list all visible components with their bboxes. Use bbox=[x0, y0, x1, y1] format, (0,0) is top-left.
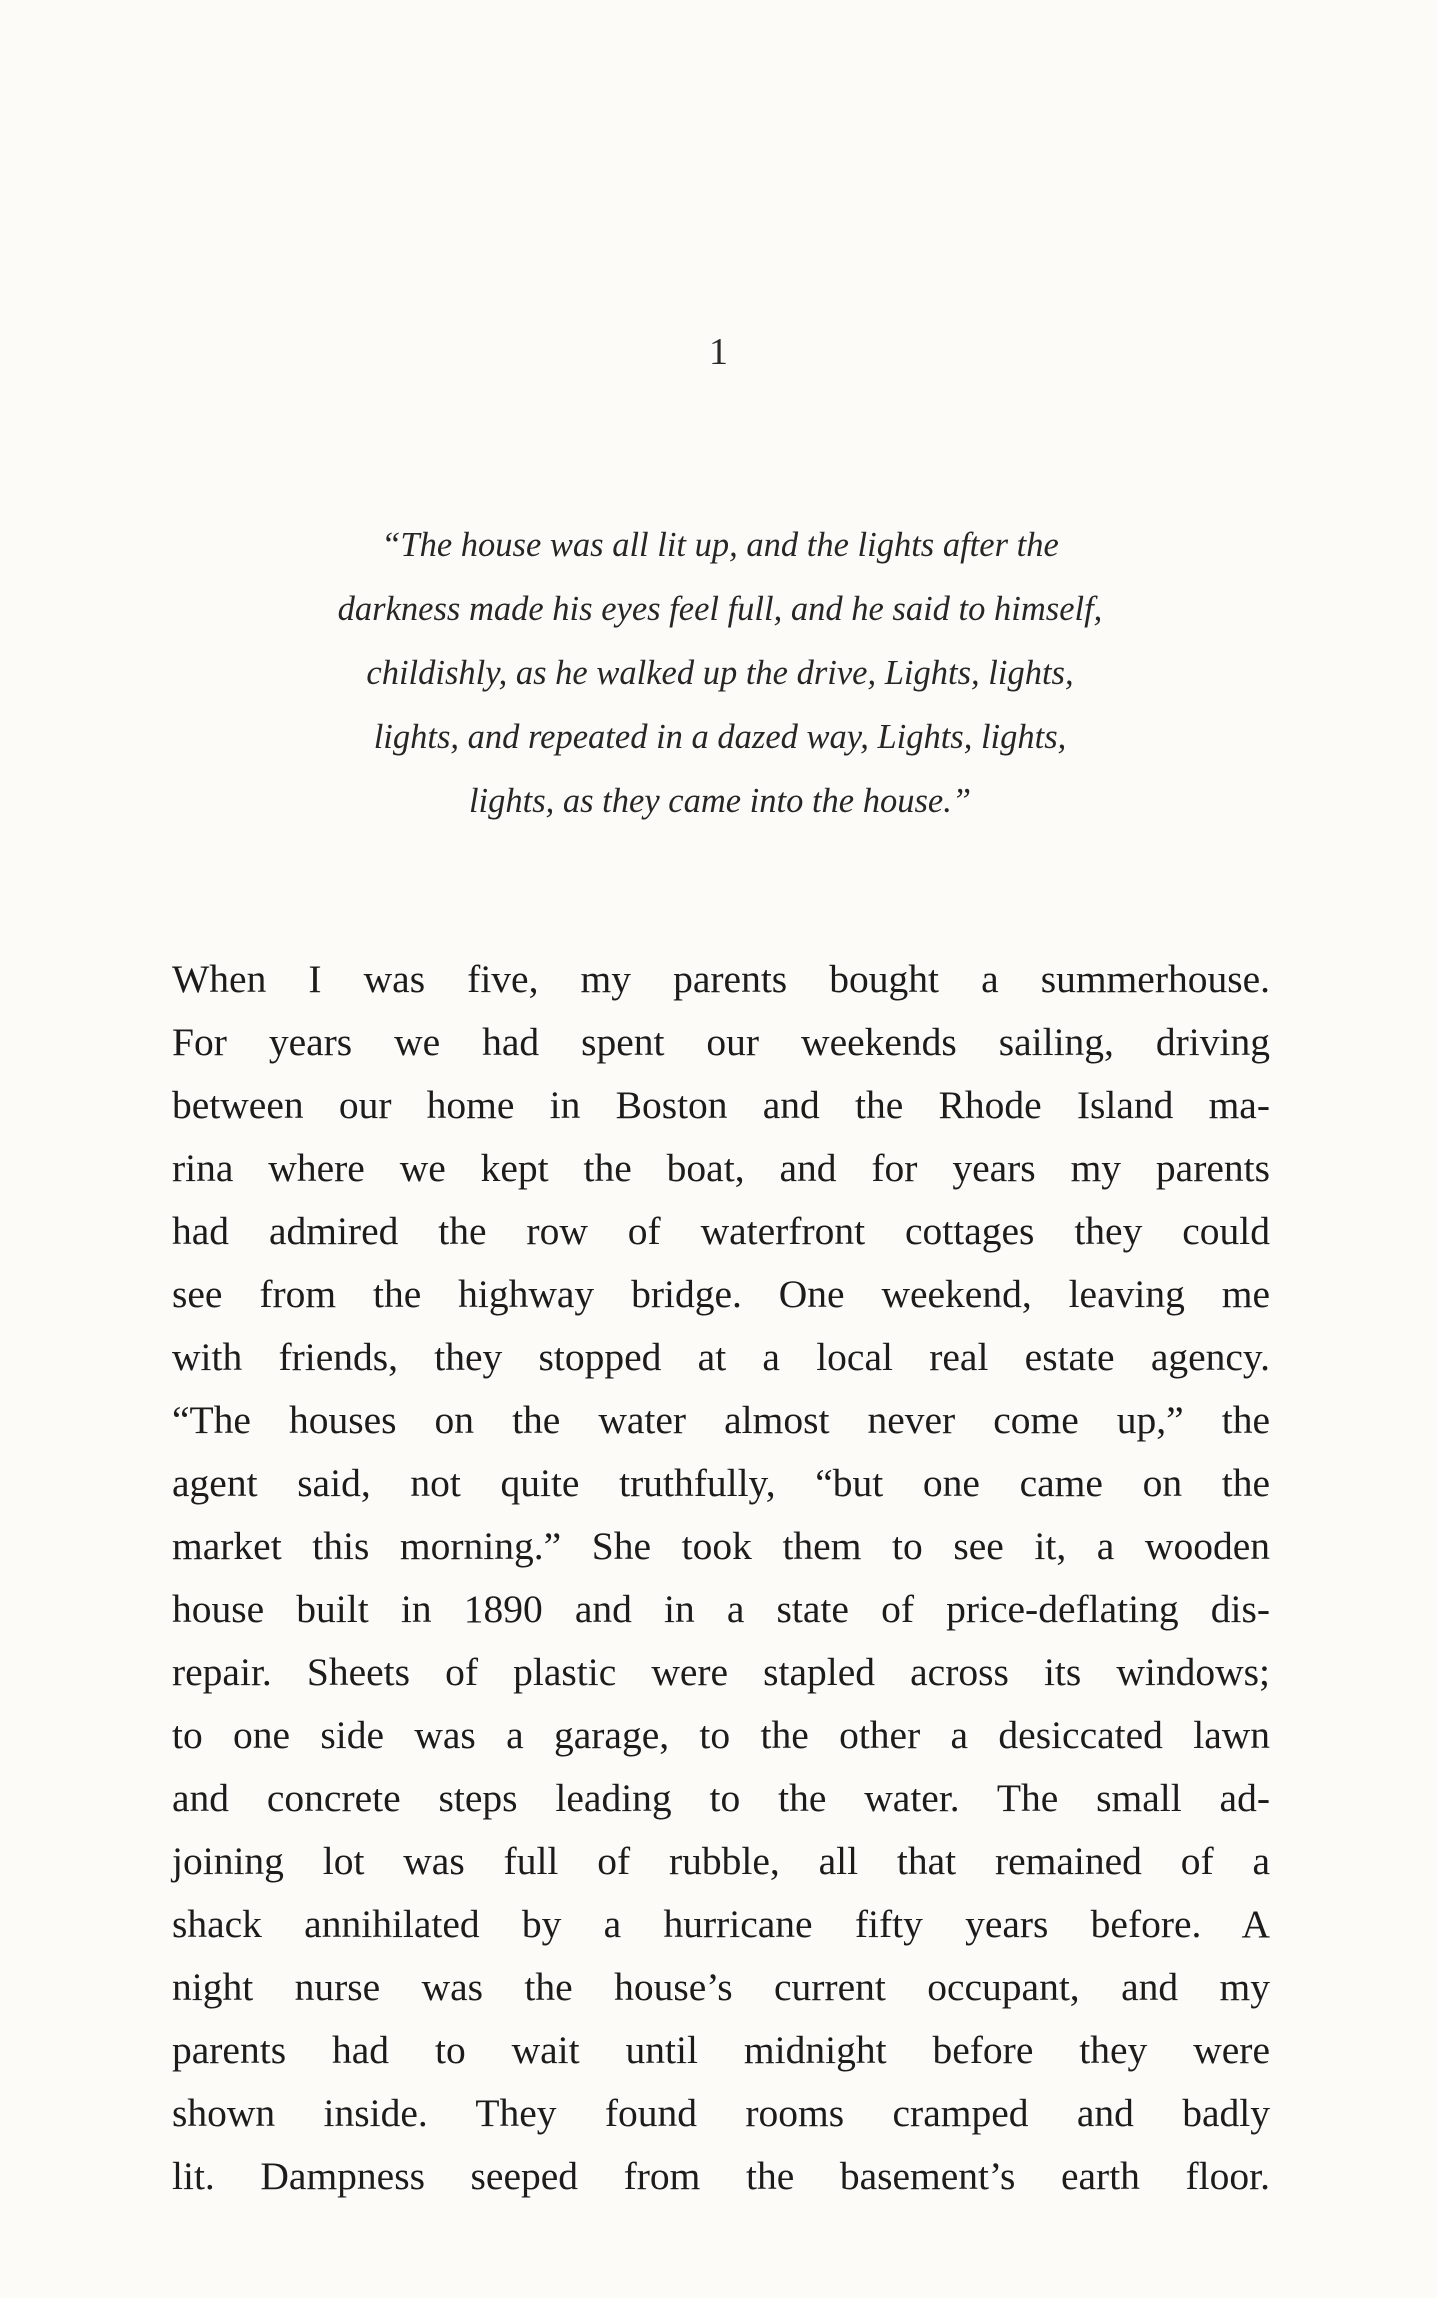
epigraph-line: childishly, as he walked up the drive, Lights, lights, bbox=[366, 654, 1074, 692]
body-line: see from the highway bridge. One weekend, leaving me bbox=[172, 1272, 1270, 1316]
body-line: night nurse was the house’s current occupant, and my bbox=[172, 1965, 1270, 2009]
body-line: lit. Dampness seeped from the basement’s earth floor. bbox=[172, 2154, 1270, 2198]
body-line: market this morning.” She took them to see it, a wooden bbox=[172, 1524, 1270, 1568]
body-line: had admired the row of waterfront cottages they could bbox=[172, 1209, 1270, 1253]
epigraph-line: “The house was all lit up, and the lights after the bbox=[381, 526, 1059, 564]
body-line: house built in 1890 and in a state of price-deflating dis- bbox=[172, 1587, 1270, 1631]
epigraph-line: lights, as they came into the house.” bbox=[468, 782, 972, 820]
body-line: When I was five, my parents bought a summerhouse. bbox=[172, 957, 1270, 1001]
body-line: For years we had spent our weekends sailing, driving bbox=[172, 1020, 1270, 1064]
body-line: and concrete steps leading to the water. The small ad- bbox=[172, 1776, 1270, 1820]
epigraph-line: darkness made his eyes feel full, and he said to himself, bbox=[337, 590, 1103, 628]
body-line: “The houses on the water almost never come up,” the bbox=[172, 1398, 1270, 1442]
body-line: with friends, they stopped at a local real estate agency. bbox=[172, 1335, 1270, 1379]
body-line: agent said, not quite truthfully, “but one came on the bbox=[172, 1461, 1270, 1505]
body-paragraph bbox=[172, 948, 1270, 2208]
body-line: between our home in Boston and the Rhode Island ma- bbox=[172, 1083, 1270, 1127]
epigraph-line: lights, and repeated in a dazed way, Lights, lights, bbox=[373, 718, 1067, 756]
body-line: shown inside. They found rooms cramped and badly bbox=[172, 2091, 1270, 2135]
body-line: rina where we kept the boat, and for years my parents bbox=[172, 1146, 1270, 1190]
body-line: to one side was a garage, to the other a desiccated lawn bbox=[172, 1713, 1270, 1757]
body-line: repair. Sheets of plastic were stapled across its windows; bbox=[172, 1650, 1270, 1694]
body-line: parents had to wait until midnight before they were bbox=[172, 2028, 1270, 2072]
chapter-number: 1 bbox=[709, 331, 728, 373]
body-line: shack annihilated by a hurricane fifty years before. A bbox=[172, 1902, 1270, 1946]
body-line: joining lot was full of rubble, all that remained of a bbox=[172, 1839, 1270, 1883]
epigraph bbox=[240, 513, 1200, 833]
